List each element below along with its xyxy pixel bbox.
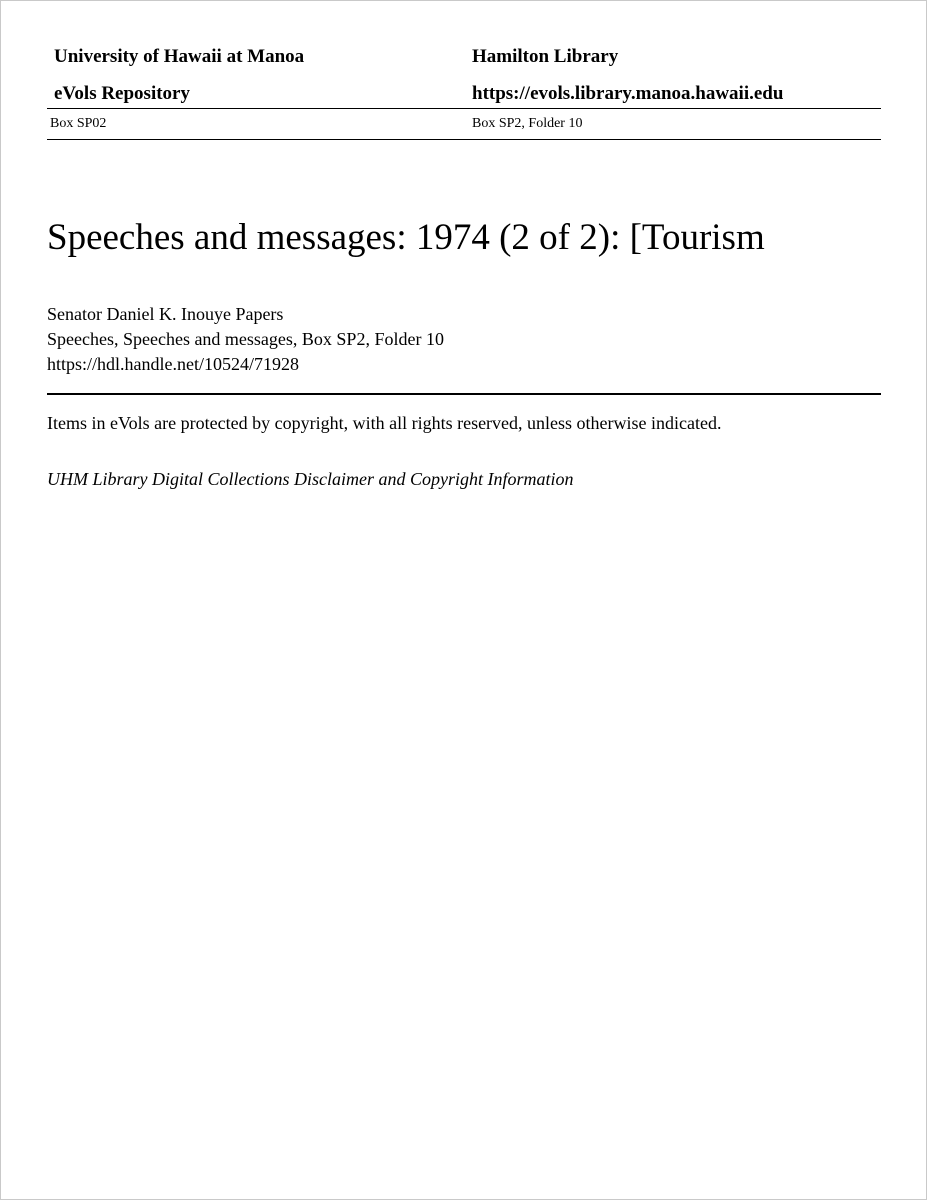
page-content: [47, 1, 926, 1199]
box-identifier: Box SP02: [50, 116, 107, 131]
collection-name: Senator Daniel K. Inouye Papers: [47, 304, 284, 324]
document-header: [47, 45, 881, 131]
repository-name: eVols Repository: [54, 83, 190, 104]
header-divider-bottom: [47, 139, 881, 140]
handle-url[interactable]: https://hdl.handle.net/10524/71928: [47, 354, 299, 374]
institution-name: University of Hawaii at Manoa: [54, 46, 305, 67]
box-folder-identifier: Box SP2, Folder 10: [472, 116, 583, 131]
library-name: Hamilton Library: [472, 46, 619, 67]
series-reference: Speeches, Speeches and messages, Box SP2, Folder 10: [47, 329, 444, 349]
repository-url[interactable]: https://evols.library.manoa.hawaii.edu: [472, 83, 784, 104]
header-row-primary: [47, 45, 881, 69]
page-title: Speeches and messages: 1974 (2 of 2): [Tourism: [47, 216, 765, 258]
header-row-box: [47, 115, 881, 133]
section-divider: [47, 393, 881, 395]
header-divider-top: [47, 108, 881, 109]
document-metadata: [47, 302, 881, 377]
disclaimer-link[interactable]: UHM Library Digital Collections Disclaimer and Copyright Information: [47, 469, 574, 489]
header-row-secondary: [47, 82, 881, 106]
rights-statement: Items in eVols are protected by copyright, with all rights reserved, unless otherwise indicated.: [47, 413, 722, 433]
